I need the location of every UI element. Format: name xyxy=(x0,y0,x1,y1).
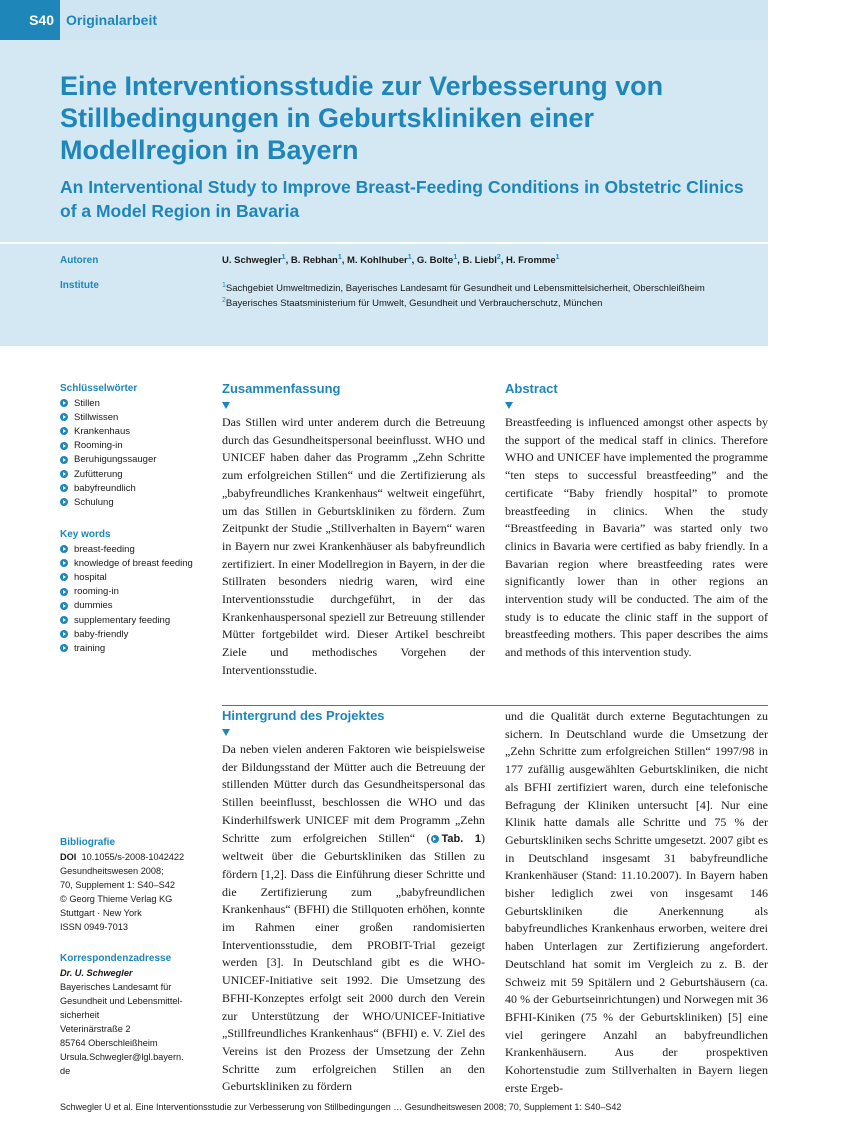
arrow-circle-icon xyxy=(60,498,68,506)
keyword-item: hospital xyxy=(60,570,210,584)
keyword-item: Zufütterung xyxy=(60,467,210,481)
keyword-item: knowledge of breast feeding xyxy=(60,556,210,570)
institute-line: $^1$Sachgebiet Umweltmedizin, Bayerisches Landesamt für Gesundheit und Lebensmittelsicherheit, Oberschleißheim xyxy=(222,282,705,295)
address-line: sicherheit xyxy=(60,1010,100,1020)
author-name: G. Bolte xyxy=(416,255,454,267)
authors-label: Autoren xyxy=(60,255,99,266)
keywords-en-heading: Key words xyxy=(60,529,111,540)
arrow-circle-icon xyxy=(60,413,68,421)
address-line: Gesundheit und Lebensmittel- xyxy=(60,996,183,1006)
arrow-circle-icon xyxy=(60,602,68,610)
arrow-circle-icon xyxy=(60,442,68,450)
correspondence-name: Dr. U. Schwegler xyxy=(60,968,133,978)
bibliography-line: Stuttgart · New York xyxy=(60,908,142,918)
author-list: U. Schwegler$^1$, B. Rebhan$^1$, M. Kohlhuber$^1$, G. Bolte$^1$, B. Liebl$^2$, H. Fromme$^1$ xyxy=(222,254,560,267)
keyword-item: Stillen xyxy=(60,396,210,410)
keyword-item: dummies xyxy=(60,599,210,613)
bibliography-line: © Georg Thieme Verlag KG xyxy=(60,894,173,904)
title-divider xyxy=(0,242,768,244)
arrow-circle-icon xyxy=(60,559,68,567)
keyword-item: Rooming-in xyxy=(60,439,210,453)
author-name: B. Rebhan xyxy=(290,255,338,267)
bibliography-heading: Bibliografie xyxy=(60,837,116,848)
correspondence-block xyxy=(60,952,212,1078)
arrow-circle-icon xyxy=(60,644,68,652)
keyword-item: Krankenhaus xyxy=(60,424,210,438)
arrow-circle-icon xyxy=(60,573,68,581)
address-line: de xyxy=(60,1066,71,1076)
institute-list xyxy=(222,280,705,310)
zusammenfassung-heading: Zusammenfassung xyxy=(222,381,341,396)
author-affiliation-mark: 1 xyxy=(453,254,458,261)
section-label: Originalarbeit xyxy=(66,12,158,28)
page-subtitle-english: An Interventional Study to Improve Breast-Feeding Conditions in Obstetric Clinics of a Model Region in Bavaria xyxy=(60,177,744,221)
author-name: B. Liebl xyxy=(462,255,497,267)
section-rule xyxy=(222,705,768,706)
arrow-circle-icon xyxy=(60,456,68,464)
abstract-heading: Abstract xyxy=(505,381,558,396)
doi-line: DOI 10.1055/s-2008-1042422 xyxy=(60,852,185,862)
triangle-down-icon xyxy=(505,402,513,409)
author-affiliation-mark: 1 xyxy=(281,254,286,261)
hintergrund-text-col1: Da neben vielen anderen Faktoren wie beispielsweise der Bildungsstand der Mütter auch die Betreuung der stillenden Mütter durch das Gesundheitspersonal das Stillen beeinflusst, beschlossen die WHO und das Kinderhilfswerk UNICEF mit dem Programm „Zehn Schritte zum erfolgreichen Stillen“ ( Tab. 1) weltweit über die Geburtskliniken das Stillen zu fördern [1,2]. Dass die Einführung dieser Schritte und die Zertifizierung zum „babyfreundlichen Krankenhaus“ (BFHI) die Stillquoten erhöhen, konnte im Rahmen einer großen randomisierten Interventionsstudie, dem PROBIT-Trial gezeigt werden [3]. In Deutschland gibt es die WHO-UNICEF-Initiative seit 1992. Die Umsetzung des BFHI-Konzeptes erfolgt seit 2000 durch den Verein zur Unterstützung der WHO/UNICEF-Initiative „Stillfreundliches Krankenhaus“ (BFHI) e. V. Ziel des Vereins ist den Prozess der Umsetzung der Zehn Schritte zum erfolgreichen Stillen an den Geburtskliniken zu fördern xyxy=(222,742,485,1094)
keyword-item: baby-friendly xyxy=(60,627,210,641)
arrow-circle-icon xyxy=(431,835,439,843)
keywords-de-heading: Schlüsselwörter xyxy=(60,383,138,394)
author-affiliation-mark: 1 xyxy=(407,254,412,261)
address-line: Veterinärstraße 2 xyxy=(60,1024,131,1034)
keyword-item: rooming-in xyxy=(60,585,210,599)
table-ref-link[interactable]: Tab. 1 xyxy=(431,833,481,845)
bibliography-line: 70, Supplement 1: S40–S42 xyxy=(60,880,175,890)
bibliography-line: Gesundheitswesen 2008; xyxy=(60,866,164,876)
correspondence-heading: Korrespondenzadresse xyxy=(60,953,172,964)
address-line: Ursula.Schwegler@lgl.bayern. xyxy=(60,1052,184,1062)
triangle-down-icon xyxy=(222,729,230,736)
institute-line: $^2$Bayerisches Staatsministerium für Umwelt, Gesundheit und Verbraucherschutz, München xyxy=(222,297,603,310)
triangle-down-icon xyxy=(222,402,230,409)
page-footer: Schwegler U et al. Eine Interventionsstudie zur Verbesserung von Stillbedingungen … Gesundheitswesen 2008; 70, Supplement 1: S40–S42 xyxy=(60,1102,622,1112)
author-affiliation-mark: 1 xyxy=(337,254,342,261)
hintergrund-heading: Hintergrund des Projektes xyxy=(222,708,385,723)
bibliography-block xyxy=(60,836,210,934)
arrow-circle-icon xyxy=(60,470,68,478)
page-number: S40 xyxy=(0,0,60,40)
arrow-circle-icon xyxy=(60,399,68,407)
arrow-circle-icon xyxy=(60,484,68,492)
page-title: Eine Interventionsstudie zur Verbesserung von Stillbedingungen in Geburtskliniken einer Modellregion in Bayern xyxy=(60,71,664,165)
keyword-item: breast-feeding xyxy=(60,542,210,556)
arrow-circle-icon xyxy=(60,427,68,435)
arrow-circle-icon xyxy=(60,630,68,638)
bibliography-line: ISSN 0949-7013 xyxy=(60,922,128,932)
keyword-item: babyfreundlich xyxy=(60,481,210,495)
keyword-item: Stillwissen xyxy=(60,410,210,424)
zusammenfassung-text: Das Stillen wird unter anderem durch die Betreuung durch das Gesundheitspersonal beeinflusst. WHO und UNICEF haben daher das Programm „Zehn Schritte zum erfolgreichen Stillen“ und die Zertifizierung als „babyfreundliches Krankenhaus“ weltweit eingeführt, um das Stillen in Geburtskliniken zu fördern. Zum Zeitpunkt der Studie „Stillverhalten in Bayern“ waren in Bayern nur zwei Krankenhäuser als babyfreundlich zertifiziert. In einer Modellregion in Bayern, in der die Stillraten besonders niedrig waren, wird eine Interventionsstudie durchgeführt, in der das Krankenhauspersonal speziell zur Betreuung stillender Mütter fortgebildet wird. Dieser Artikel beschreibt Ziele und methodisches Vorgehen der Interventionsstudie. xyxy=(222,415,485,677)
keyword-item: Beruhigungssauger xyxy=(60,453,210,467)
author-name: U. Schwegler xyxy=(222,255,282,267)
doi-link[interactable]: 10.1055/s-2008-1042422 xyxy=(81,852,185,862)
institutes-label: Institute xyxy=(60,280,99,291)
keywords-en xyxy=(60,529,210,656)
author-name: M. Kohlhuber xyxy=(347,255,408,267)
keyword-item: supplementary feeding xyxy=(60,613,210,627)
keyword-item: Schulung xyxy=(60,495,210,509)
arrow-circle-icon xyxy=(60,545,68,553)
keywords-de xyxy=(60,383,210,510)
hintergrund-text-col2: und die Qualität durch externe Begutachtungen zu sichern. In Deutschland wurde die Umsetzung der „Zehn Schritte zum erfolgreichen Stillen“ 1997/98 in 177 zufällig ausgewählten Geburtskliniken, die nicht als BFHI zertifiziert waren, durch eine telefonische Befragung der Kliniken untersucht [4]. Nur eine Klinik hatte damals alle Schritte und 75 % der Geburtskliniken sechs Schritte umgesetzt. 2007 gibt es in Deutschland insgesamt 31 babyfreundliche Krankenhäuser (Stand: 11.10.2007). In Bayern haben bisher lediglich zwei von insgesamt 146 Geburtskliniken die Anerkennung als babyfreundliches Krankenhaus erworben, weitere drei haben Unterlagen zur Zertifizierung angefordert. Deutschland hat somit im Vergleich zu z. B. der Schweiz mit 59 Spitälern und 2 Geburtshäusern (ca. 40 % der Geburtseinrichtungen) und Norwegen mit 36 BFHI-Kiniken (75 % der Geburtskliniken) [5] eine viel geringere Anzahl an babyfreundlichen Krankenhäusern. Aus der prospektiven Kohortenstudie zum Stillverhalten in Bayern liegen erste Ergeb- xyxy=(505,709,768,1095)
arrow-circle-icon xyxy=(60,588,68,596)
arrow-circle-icon xyxy=(60,616,68,624)
author-affiliation-mark: 1 xyxy=(555,254,560,261)
abstract-text: Breastfeeding is influenced amongst other aspects by the support of the medical staff in clinics. Therefore WHO and UNICEF have implemented the programme “ten steps to successful breastfeeding” and the certificate “Baby friendly hospital” to promote breastfeeding in clinics. When the study “Breastfeeding in Bavaria” was started only two clinics in Bavaria were certified as baby friendly. In a Bavarian region where breastfeeding rates were significantly lower than in other regions an intervention study will be conducted. The aim of the study is to educate the clinic staff in the support of breastfeeding mothers. This paper describes the aims and methods of this intervention study. xyxy=(505,415,768,660)
author-name: H. Fromme xyxy=(506,255,556,267)
address-line: 85764 Oberschleißheim xyxy=(60,1038,158,1048)
keyword-item: training xyxy=(60,641,210,655)
author-affiliation-mark: 2 xyxy=(496,254,501,261)
address-line: Bayerisches Landesamt für xyxy=(60,982,172,992)
